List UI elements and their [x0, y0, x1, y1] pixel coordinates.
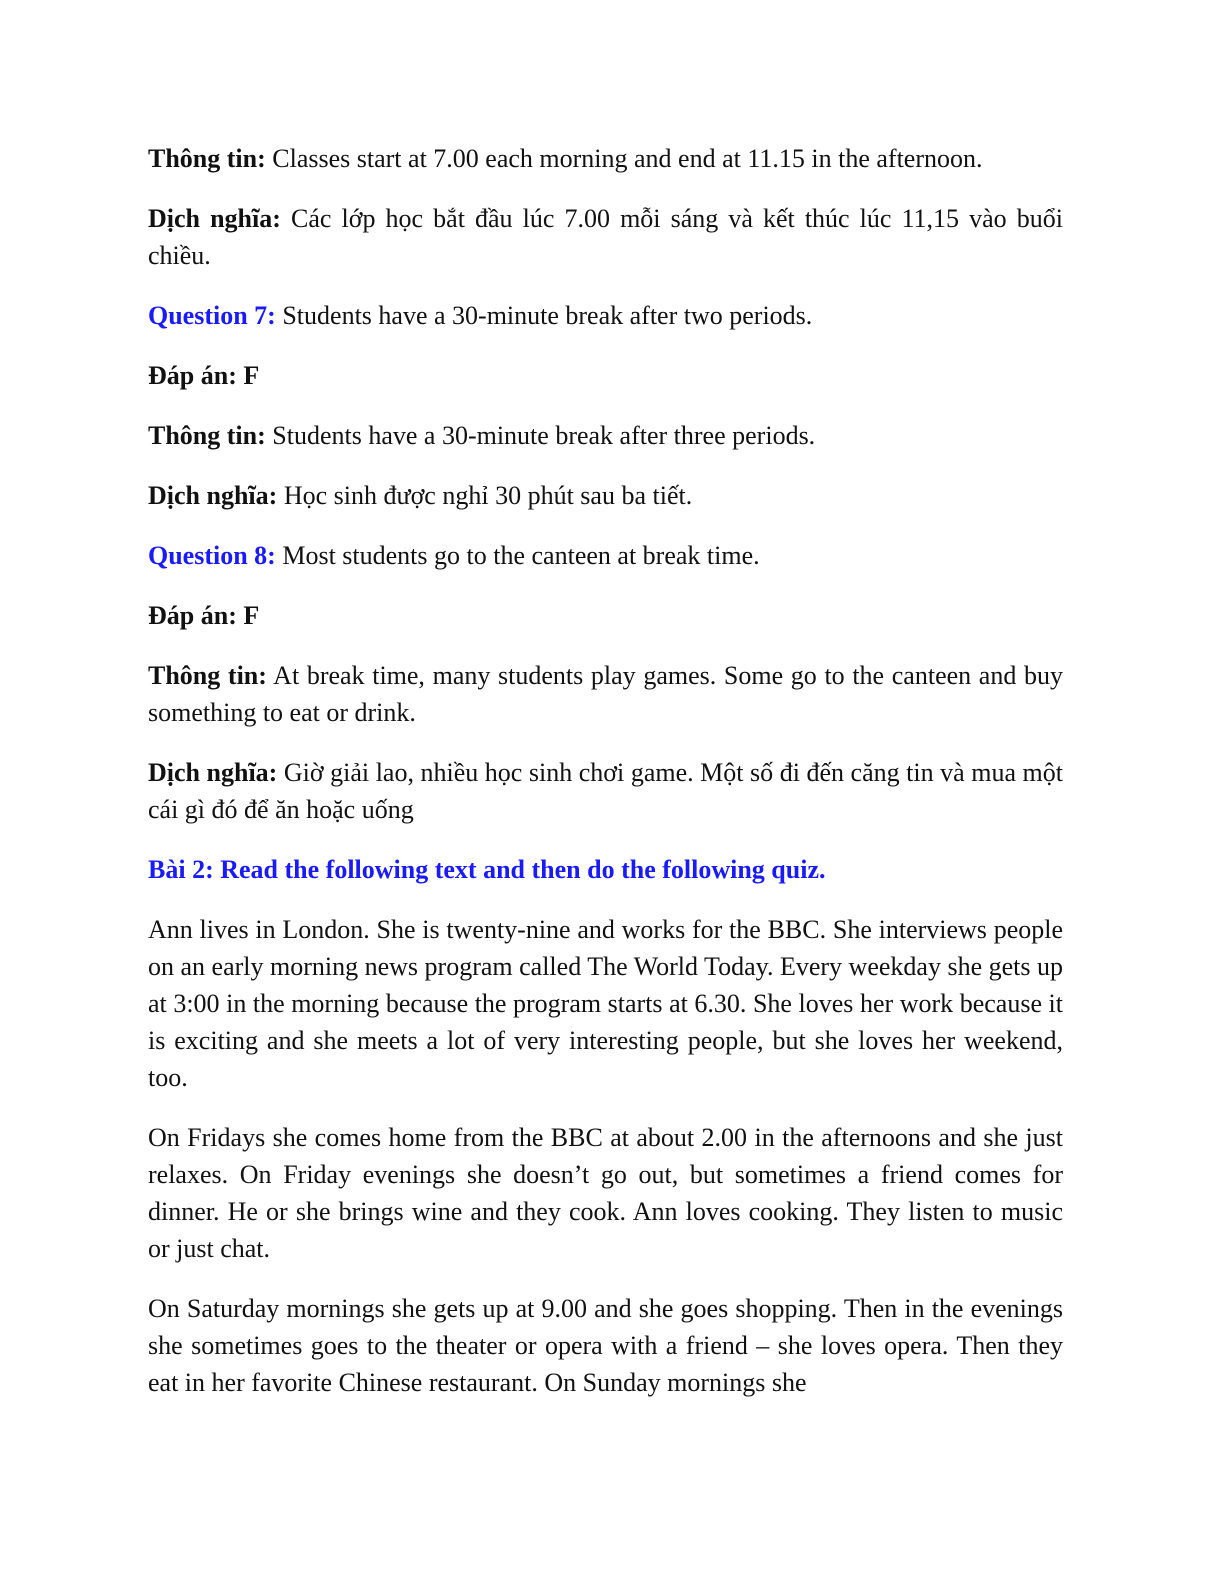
info-text: Students have a 30-minute break after three periods.: [265, 421, 816, 450]
section-heading-bai-2: Bài 2: Read the following text and then do the following quiz.: [148, 855, 826, 884]
info-paragraph-q8: [148, 657, 1063, 731]
info-label: Thông tin:: [148, 661, 267, 690]
translation-text: Học sinh được nghỉ 30 phút sau ba tiết.: [277, 481, 693, 510]
reading-paragraph-1: Ann lives in London. She is twenty-nine and works for the BBC. She interviews people on an early morning news program called The World Today. Every weekday she gets up at 3:00 in the morning because the program starts at 6.30. She loves her work because it is exciting and she meets a lot of very interesting people, but she loves her weekend, too.: [148, 915, 1063, 1092]
question-7: [148, 297, 1063, 334]
info-text: At break time, many students play games. Some go to the canteen and buy something to eat or drink.: [148, 661, 1064, 727]
question-text: Students have a 30-minute break after two periods.: [275, 301, 813, 330]
info-paragraph-q7: [148, 417, 1063, 454]
question-label: Question 8:: [148, 541, 276, 570]
translation-label: Dịch nghĩa:: [148, 204, 281, 233]
info-paragraph-q6: [148, 140, 1063, 177]
translation-paragraph-q8: [148, 754, 1063, 828]
info-label: Thông tin:: [148, 144, 266, 173]
question-8: [148, 537, 1063, 574]
answer-q8: Đáp án: F: [148, 601, 260, 630]
reading-paragraph-2: On Fridays she comes home from the BBC at about 2.00 in the afternoons and she just relaxes. On Friday evenings she doesn’t go out, but sometimes a friend comes for dinner. He or she brings wine and they cook. Ann loves cooking. They listen to music or just chat.: [148, 1123, 1063, 1263]
translation-paragraph-q7: [148, 477, 1063, 514]
info-text: Classes start at 7.00 each morning and end at 11.15 in the afternoon.: [265, 144, 983, 173]
translation-text: Các lớp học bắt đầu lúc 7.00 mỗi sáng và kết thúc lúc 11,15 vào buổi chiều.: [148, 204, 1063, 270]
translation-text: Giờ giải lao, nhiều học sinh chơi game. Một số đi đến căng tin và mua một cái gì đó để ăn hoặc uống: [148, 758, 1063, 824]
info-label: Thông tin:: [148, 421, 266, 450]
question-text: Most students go to the canteen at break time.: [275, 541, 760, 570]
reading-paragraph-3: On Saturday mornings she gets up at 9.00 and she goes shopping. Then in the evenings she sometimes goes to the theater or opera with a friend – she loves opera. Then they eat in her favorite Chinese restaurant. On Sunday mornings she: [148, 1294, 1063, 1397]
answer-q7: Đáp án: F: [148, 361, 260, 390]
translation-label: Dịch nghĩa:: [148, 758, 278, 787]
question-label: Question 7:: [148, 301, 276, 330]
translation-paragraph-q6: [148, 200, 1063, 274]
translation-label: Dịch nghĩa:: [148, 481, 278, 510]
document-page: [148, 140, 1063, 1424]
